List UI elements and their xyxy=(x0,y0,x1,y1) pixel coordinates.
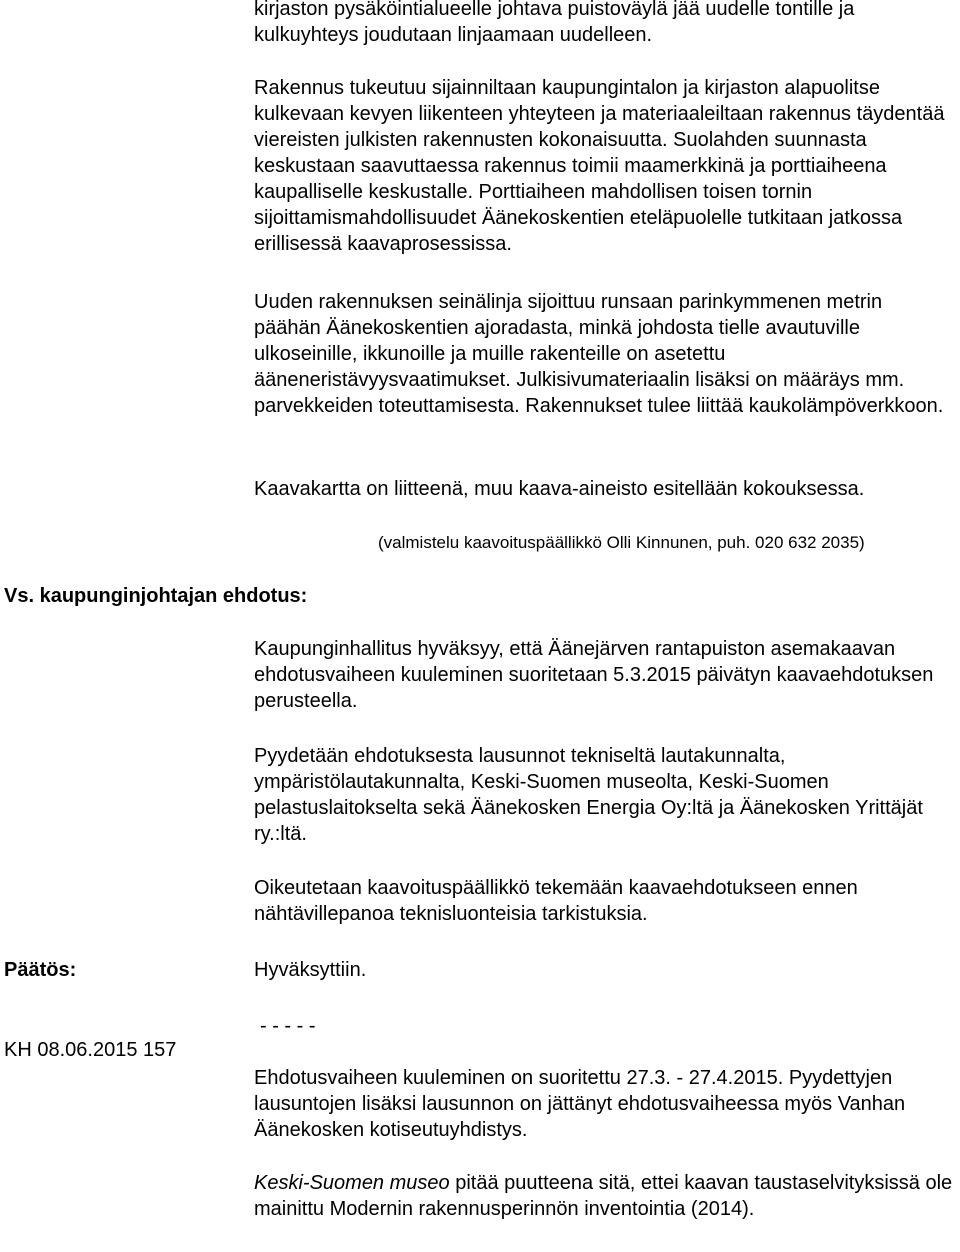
paragraph-building-location: Rakennus tukeutuu sijainniltaan kaupungintalon ja kirjaston alapuolitse kulkevaan kevyen liikenteen yhteyteen ja materiaaleiltaan rakennus täydentää viereisten julkisten rakennusten kokonaisuutta. Suolahden suunnasta keskustaan saavuttaessa rakennus toimii maamerkkinä ja porttiaiheena kaupalliselle keskustalle. Porttiaiheen mahdollisen toisen tornin sijoittamismahdollisuudet Äänekoskentien eteläpuolelle tutkitaan jatkossa erillisessä kaavaprosessissa. xyxy=(254,77,945,255)
paragraph-museum xyxy=(254,1170,954,1222)
preparer-note: (valmistelu kaavoituspäällikkö Olli Kinnunen, puh. 020 632 2035) xyxy=(378,533,865,552)
paragraph-walkway: kirjaston pysäköintialueelle johtava puistoväylä jää uudelle tontille ja kulkuyhteys joudutaan linjaamaan uudelleen. xyxy=(254,0,855,46)
paragraph-proposal: Kaupunginhallitus hyväksyy, että Äänejärven rantapuiston asemakaavan ehdotusvaiheen kuuleminen suoritetaan 5.3.2015 päivätyn kaavaehdotuksen perusteella. xyxy=(254,638,934,712)
proposal-label: Vs. kaupunginjohtajan ehdotus: xyxy=(4,585,308,607)
paragraph-statements: Pyydetään ehdotuksesta lausunnot tekniseltä lautakunnalta, ympäristölautakunnalta, Keski-Suomen museolta, Keski-Suomen pelastuslaitokselta sekä Äänekosken Energia Oy:ltä ja Äänekosken Yrittäjät ry.:ltä. xyxy=(254,745,923,845)
meeting-reference: KH 08.06.2015 157 xyxy=(4,1039,177,1061)
decision-label: Päätös: xyxy=(4,959,77,981)
decision-text: Hyväksyttiin. xyxy=(254,959,367,981)
paragraph-building-wall: Uuden rakennuksen seinälinja sijoittuu runsaan parinkymmenen metrin päähän Äänekoskentien ajoradasta, minkä johdosta tielle avautuville ulkoseinille, ikkunoille ja muille rakenteille on asetettu ääneneristävyysvaatimukset. Julkisivumateriaalin lisäksi on määräys mm. parvekkeiden toteuttamisesta. Rakennukset tulee liittää kaukolämpöverkkoon. xyxy=(254,291,944,417)
separator: - - - - - xyxy=(260,1015,316,1037)
paragraph-plan-map: Kaavakartta on liitteenä, muu kaava-aineisto esitellään kokouksessa. xyxy=(254,478,865,500)
paragraph-hearing: Ehdotusvaiheen kuuleminen on suoritettu 27.3. - 27.4.2015. Pyydettyjen lausuntojen lisäksi lausunnon on jättänyt ehdotusvaiheessa myös Vanhan Äänekosken kotiseutuyhdistys. xyxy=(254,1067,906,1141)
museum-name: Keski-Suomen museo xyxy=(254,1172,450,1194)
museum-comment: pitää puutteena sitä, ettei kaavan taustaselvityksissä ole mainittu Modernin rakennusperinnön inventointia (2014). xyxy=(254,1172,953,1220)
paragraph-authorization: Oikeutetaan kaavoituspäällikkö tekemään kaavaehdotukseen ennen nähtävillepanoa teknisluonteisia tarkistuksia. xyxy=(254,877,858,925)
